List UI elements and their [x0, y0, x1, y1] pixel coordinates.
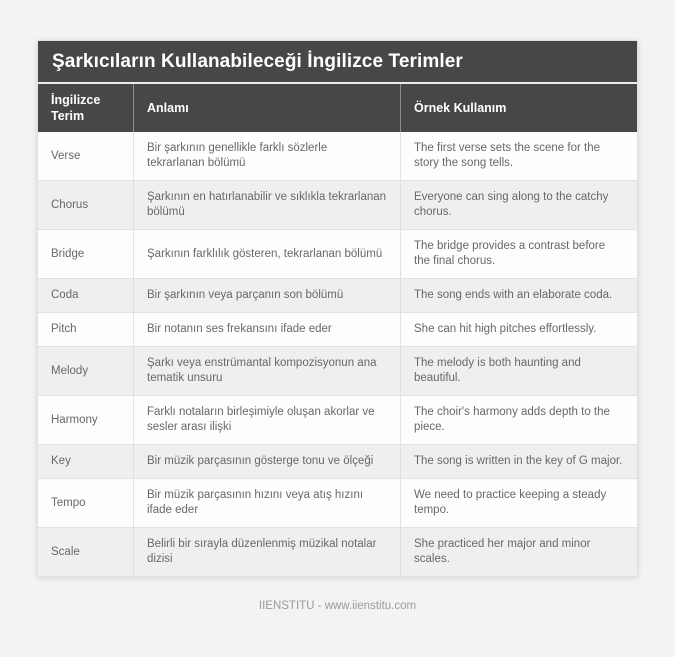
- example-cell: [400, 528, 637, 576]
- table-row: [38, 312, 637, 346]
- example-text: Everyone can sing along to the catchy chorus.: [414, 191, 609, 218]
- meaning-cell: [133, 396, 400, 444]
- table-row: [38, 229, 637, 278]
- example-text: We need to practice keeping a steady tempo.: [414, 489, 607, 516]
- term-cell: [38, 396, 133, 444]
- example-cell: [400, 181, 637, 229]
- term-cell: [38, 445, 133, 478]
- meaning-text: Bir şarkının genellikle farklı sözlerle tekrarlanan bölümü: [147, 142, 328, 169]
- example-text: The bridge provides a contrast before the final chorus.: [414, 240, 606, 267]
- example-cell: [400, 479, 637, 527]
- example-cell: [400, 445, 637, 478]
- meaning-text: Bir müzik parçasının hızını veya atış hızını ifade eder: [147, 489, 364, 516]
- example-cell: [400, 313, 637, 346]
- meaning-text: Bir müzik parçasının gösterge tonu ve ölçeği: [147, 455, 374, 467]
- term-cell: [38, 279, 133, 312]
- column-header-english-term: İngilizce Terim: [51, 93, 101, 123]
- term-text: Key: [51, 455, 71, 467]
- term-text: Bridge: [51, 247, 85, 260]
- meaning-text: Farklı notaların birleşimiyle oluşan akorlar ve sesler arası ilişki: [147, 406, 375, 433]
- term-text: Chorus: [51, 198, 89, 211]
- meaning-cell: [133, 230, 400, 278]
- term-text: Pitch: [51, 323, 77, 335]
- meaning-cell: [133, 181, 400, 229]
- meaning-cell: [133, 445, 400, 478]
- example-cell: [400, 347, 637, 395]
- term-cell: [38, 181, 133, 229]
- term-cell: [38, 230, 133, 278]
- meaning-cell: [133, 279, 400, 312]
- example-text: The choir's harmony adds depth to the piece.: [414, 406, 610, 433]
- table-row: [38, 346, 637, 395]
- meaning-cell: [133, 347, 400, 395]
- example-text: She can hit high pitches effortlessly.: [414, 323, 597, 335]
- table-body: [38, 132, 637, 576]
- term-cell: [38, 132, 133, 180]
- table-row: [38, 444, 637, 478]
- page-title: Şarkıcıların Kullanabileceği İngilizce Terimler: [38, 41, 637, 82]
- footer-credit: IIENSTITU - www.iienstitu.com: [258, 600, 417, 612]
- example-cell: [400, 230, 637, 278]
- example-text: The song ends with an elaborate coda.: [414, 289, 613, 301]
- meaning-text: Şarkının farklılık gösteren, tekrarlanan bölümü: [147, 247, 383, 260]
- meaning-cell: [133, 313, 400, 346]
- term-text: Verse: [51, 149, 81, 162]
- table-row: [38, 180, 637, 229]
- example-cell: [400, 396, 637, 444]
- example-cell: [400, 132, 637, 180]
- table-header-row: [38, 82, 637, 132]
- term-text: Tempo: [51, 496, 86, 509]
- meaning-text: Bir şarkının veya parçanın son bölümü: [147, 289, 344, 301]
- meaning-text: Bir notanın ses frekansını ifade eder: [147, 323, 332, 335]
- meaning-cell: [133, 528, 400, 576]
- meaning-text: Şarkı veya enstrümantal kompozisyonun ana tematik unsuru: [147, 357, 377, 384]
- table-row: [38, 278, 637, 312]
- table-row: [38, 395, 637, 444]
- column-header-meaning: Anlamı: [133, 84, 400, 132]
- example-text: The melody is both haunting and beautiful.: [414, 357, 581, 384]
- term-cell: [38, 347, 133, 395]
- term-cell: [38, 479, 133, 527]
- column-header-example-usage: Örnek Kullanım: [400, 84, 637, 132]
- meaning-cell: [133, 479, 400, 527]
- example-text: The song is written in the key of G major.: [414, 455, 623, 467]
- table-row: [38, 478, 637, 527]
- table-row: [38, 132, 637, 180]
- term-text: Melody: [51, 364, 89, 377]
- meaning-text: Şarkının en hatırlanabilir ve sıklıkla tekrarlanan bölümü: [147, 191, 387, 218]
- example-cell: [400, 279, 637, 312]
- meaning-cell: [133, 132, 400, 180]
- term-text: Harmony: [51, 413, 98, 426]
- table-row: [38, 527, 637, 576]
- example-text: She practiced her major and minor scales.: [414, 538, 591, 565]
- term-text: Coda: [51, 289, 79, 301]
- example-text: The first verse sets the scene for the story the song tells.: [414, 142, 600, 169]
- term-cell: [38, 528, 133, 576]
- term-cell: [38, 313, 133, 346]
- meaning-text: Belirli bir sırayla düzenlenmiş müzikal notalar dizisi: [147, 538, 377, 565]
- term-text: Scale: [51, 545, 80, 558]
- terms-table-card: [37, 40, 638, 577]
